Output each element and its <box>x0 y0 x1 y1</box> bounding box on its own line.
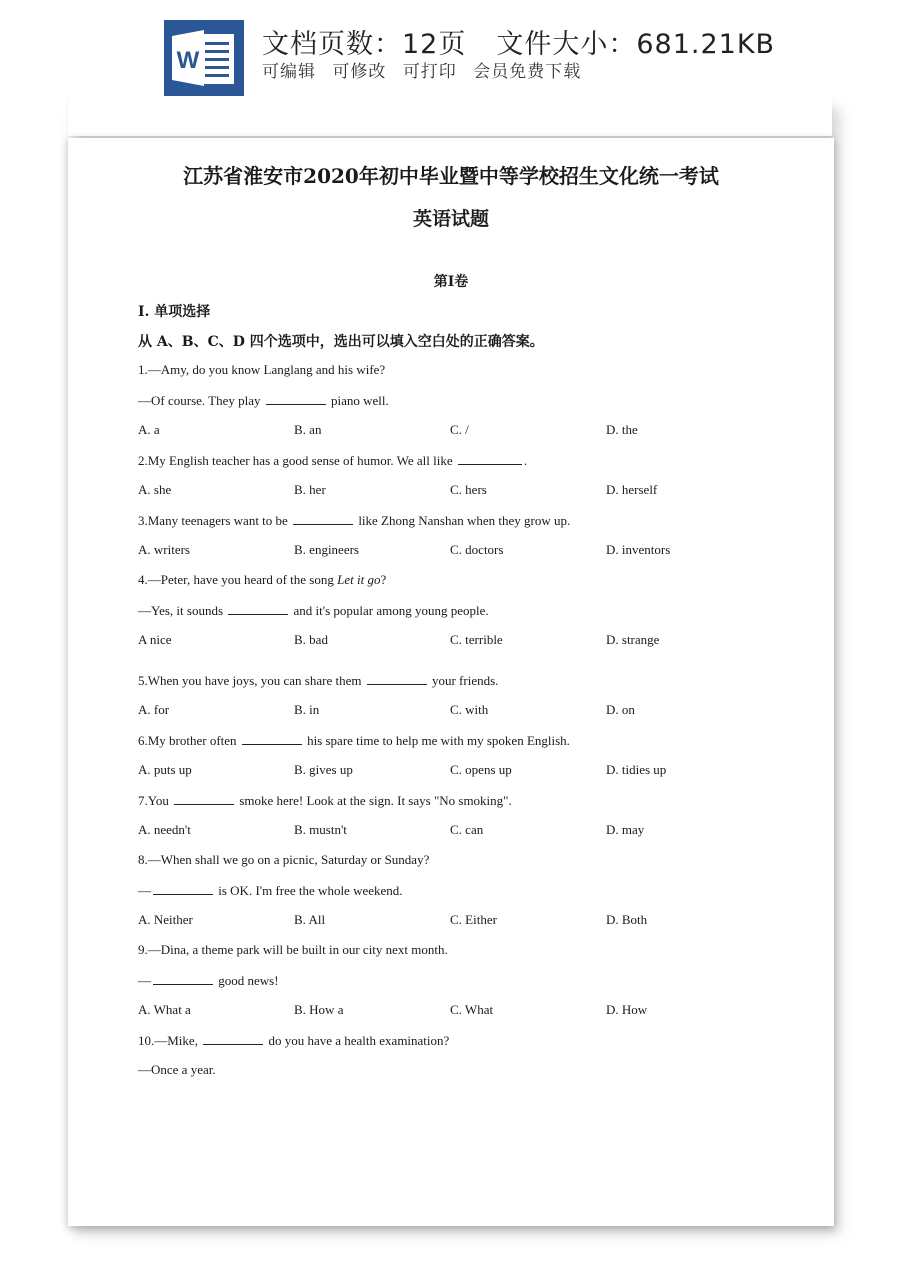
option-d: D. How <box>606 1002 648 1017</box>
answer-blank <box>203 1032 263 1045</box>
option-a: A. writers <box>138 542 190 557</box>
question-5-line-1: 5.When you have joys, you can share them your friends. <box>138 673 499 688</box>
option-a: A. What a <box>138 1002 191 1017</box>
question-8-line-1: 8.—When shall we go on a picnic, Saturday or Sunday? <box>138 852 430 867</box>
option-d: D. strange <box>606 632 660 647</box>
exam-subtitle: 英语试题 <box>412 208 489 230</box>
exam-title: 江苏省淮安市2020年初中毕业暨中等学校招生文化统一考试 <box>183 164 719 188</box>
question-6-line-1: 6.My brother often his spare time to help me with my spoken English. <box>138 733 570 748</box>
question-3-options <box>138 542 778 560</box>
answer-blank <box>174 792 234 805</box>
question-3-line-1: 3.Many teenagers want to be like Zhong Nanshan when they grow up. <box>138 513 571 528</box>
question-1-options <box>138 422 778 440</box>
question-8-options <box>138 912 778 930</box>
question-4-options <box>138 632 778 650</box>
question-8-line-2: — is OK. I'm free the whole weekend. <box>138 883 403 898</box>
answer-blank <box>458 452 522 465</box>
feature-list <box>262 57 591 82</box>
option-a: A nice <box>138 632 172 647</box>
feature-editable: 可编辑 <box>262 62 316 82</box>
feature-modifiable: 可修改 <box>332 62 387 82</box>
option-c: C. doctors <box>450 542 504 557</box>
feature-printable: 可打印 <box>402 62 457 82</box>
feature-free-download: 会员免费下载 <box>473 62 582 82</box>
option-b: B. mustn't <box>294 822 347 837</box>
option-a: A. a <box>138 422 160 437</box>
option-c: C. Either <box>450 912 497 927</box>
option-c: C. terrible <box>450 632 503 647</box>
option-c: C. hers <box>450 482 487 497</box>
option-c: C. What <box>450 1002 494 1017</box>
option-c: C. opens up <box>450 762 512 777</box>
option-d: D. herself <box>606 482 658 497</box>
question-5-options <box>138 702 778 720</box>
question-6-options <box>138 762 778 780</box>
answer-blank <box>153 882 213 895</box>
option-d: D. the <box>606 422 638 437</box>
option-d: D. may <box>606 822 645 837</box>
answer-blank <box>367 672 427 685</box>
option-a: A. Neither <box>138 912 193 927</box>
question-2-options <box>138 482 778 500</box>
option-a: A. puts up <box>138 762 192 777</box>
volume-heading: 第I卷 <box>433 274 469 290</box>
question-9-line-1: 9.—Dina, a theme park will be built in our city next month. <box>138 942 448 957</box>
question-7-options <box>138 822 778 840</box>
question-1-line-1: 1.—Amy, do you know Langlang and his wife? <box>138 362 386 377</box>
question-2-line-1: 2.My English teacher has a good sense of humor. We all like . <box>138 453 528 468</box>
option-b: B. engineers <box>294 542 359 557</box>
option-b: B. in <box>294 702 320 717</box>
question-1-line-2: —Of course. They play piano well. <box>138 393 389 408</box>
option-d: D. tidies up <box>606 762 667 777</box>
question-7-line-1: 7.You smoke here! Look at the sign. It says "No smoking". <box>138 793 512 808</box>
option-a: A. needn't <box>138 822 191 837</box>
option-b: B. an <box>294 422 322 437</box>
answer-blank <box>153 972 213 985</box>
option-d: D. on <box>606 702 635 717</box>
answer-blank <box>266 392 326 405</box>
question-10-line-2: —Once a year. <box>138 1062 216 1077</box>
download-banner <box>0 0 900 100</box>
option-d: D. Both <box>606 912 648 927</box>
answer-blank <box>293 512 353 525</box>
question-4-line-1: 4.—Peter, have you heard of the song Let it go? <box>138 572 387 587</box>
option-c: C. with <box>450 702 489 717</box>
question-10-line-1: 10.—Mike, do you have a health examination? <box>138 1033 450 1048</box>
question-9-options <box>138 1002 778 1020</box>
word-document-icon <box>164 20 244 96</box>
option-b: B. gives up <box>294 762 353 777</box>
page-count: 文档页数：12页 <box>262 29 467 60</box>
answer-blank <box>242 732 302 745</box>
question-4-line-2: —Yes, it sounds and it's popular among young people. <box>138 603 489 618</box>
option-b: B. All <box>294 912 326 927</box>
section-heading: I. 单项选择 <box>138 304 211 320</box>
option-b: B. How a <box>294 1002 344 1017</box>
option-a: A. she <box>138 482 172 497</box>
option-d: D. inventors <box>606 542 671 557</box>
option-b: B. her <box>294 482 326 497</box>
option-b: B. bad <box>294 632 328 647</box>
option-c: C. can <box>450 822 484 837</box>
logo-letter: W <box>176 47 200 74</box>
section-instruction: 从 A、B、C、D 四个选项中，选出可以填入空白处的正确答案。 <box>138 334 544 350</box>
question-9-line-2: — good news! <box>138 973 279 988</box>
file-size: 文件大小：681.21KB <box>496 29 776 60</box>
option-c: C. / <box>450 422 469 437</box>
answer-blank <box>228 602 288 615</box>
option-a: A. for <box>138 702 170 717</box>
file-info <box>262 22 775 61</box>
paper-back-sheet <box>68 96 832 136</box>
